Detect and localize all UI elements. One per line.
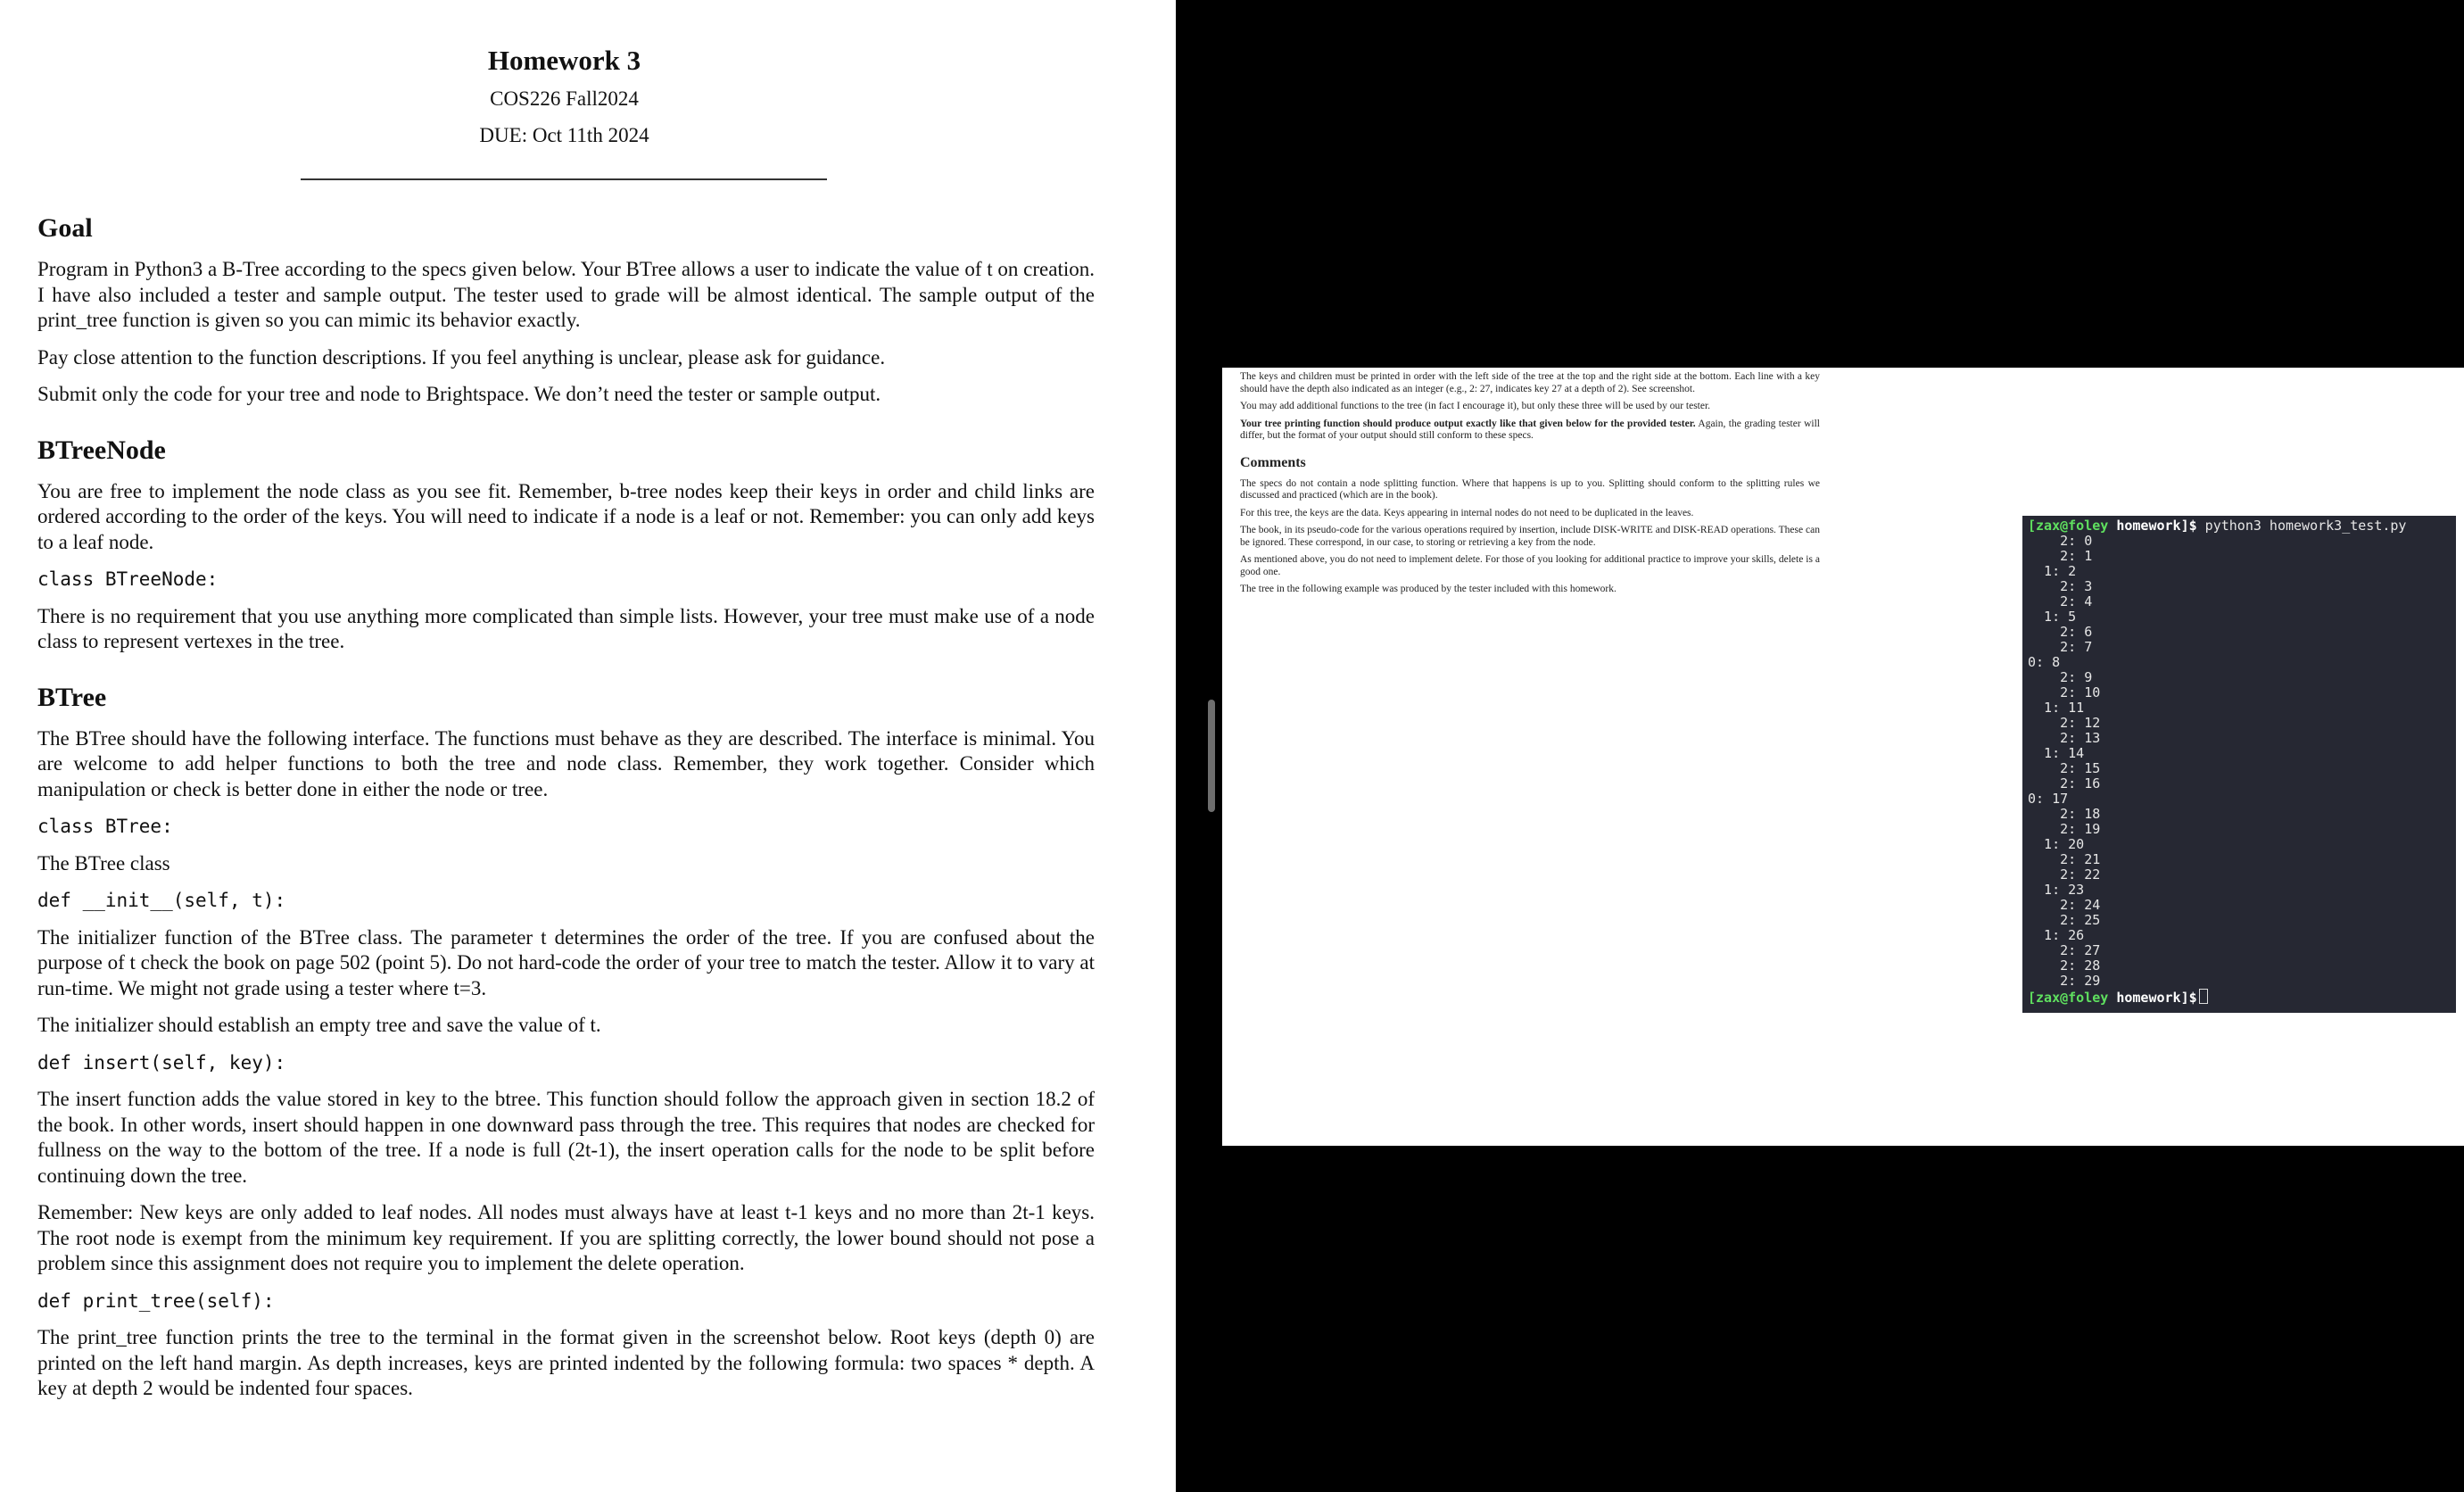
terminal-output-line: 2: 4 — [2028, 593, 2093, 609]
terminal-output-line: 2: 1 — [2028, 548, 2093, 564]
print-tree-description: The print_tree function prints the tree to the terminal in the format given in the screenshot below. Root keys (depth 0) are printed on the left hand margin. As depth increases, keys are printed indented by the following formula: two spaces * depth. A key at depth 2 would be indented four spaces. — [37, 1326, 1095, 1399]
output-format-rest: Again, the grading tester will differ, but the format of your output should still conform to these specs. — [1240, 418, 1820, 441]
terminal-command-line — [2028, 518, 2451, 534]
goal-heading: Goal — [37, 213, 93, 243]
goal-paragraph-1: Program in Python3 a B-Tree according to the specs given below. Your BTree allows a user to indicate the value of t on creation. I have also included a tester and sample output. The tester used to grade will be almost identical. The sample output of the print_tree function is given so you can mimic its behavior exactly. — [37, 258, 1095, 331]
prompt-dir: homework]$ — [2108, 518, 2197, 534]
btreenode-paragraph-2: There is no requirement that you use anything more complicated than simple lists. However, your tree must make use of a node class to represent vertexes in the tree. — [37, 604, 1095, 652]
terminal-output-line: 2: 25 — [2028, 912, 2101, 928]
terminal-output-line: 2: 28 — [2028, 957, 2101, 974]
terminal-output-line: 2: 29 — [2028, 973, 2101, 989]
terminal-output-line: 2: 3 — [2028, 578, 2093, 594]
terminal-output-line: 2: 22 — [2028, 866, 2101, 883]
btree-class-description: The BTree class — [37, 851, 170, 874]
comment-1: The specs do not contain a node splitting function. Where that happens is up to you. Splitting should conform to the splitting rules we discussed and practiced (which are in the book). — [1240, 477, 1820, 501]
terminal-output-line: 2: 9 — [2028, 669, 2093, 685]
prompt-user: [zax@foley — [2028, 518, 2109, 534]
due-date: DUE: Oct 11th 2024 — [479, 124, 649, 146]
terminal-output-line: 2: 10 — [2028, 684, 2101, 700]
terminal-output-line: 1: 20 — [2028, 836, 2085, 852]
print-order-paragraph: The keys and children must be printed in order with the left side of the tree at the top and the right side at the bottom. Each line with a key should have the depth also indicated as an integer (e.g., 2: 27, indicates key 27 at a depth of 2). See screenshot. — [1240, 371, 1820, 394]
terminal-output-line: 2: 24 — [2028, 897, 2101, 913]
insert-signature-code: def insert(self, key): — [37, 1051, 286, 1073]
btree-heading: BTree — [37, 682, 107, 712]
btreenode-heading: BTreeNode — [37, 435, 166, 465]
terminal-output-line: 2: 16 — [2028, 775, 2101, 792]
init-description: The initializer function of the BTree class. The parameter t determines the order of the tree. If you are confused about the purpose of t check the book on page 502 (point 5). Do not hard-code the order of your tree to match the tester. Allow it to vary at run-time. We might not grade using a tester where t=3. — [37, 925, 1095, 999]
terminal-output-line: 2: 19 — [2028, 821, 2101, 837]
terminal-output-line: 0: 8 — [2028, 654, 2061, 670]
terminal-output-line: 1: 5 — [2028, 609, 2077, 625]
comment-3: The book, in its pseudo-code for the various operations required by insertion, include DISK-WRITE and DISK-READ operations. These can be ignored. These correspond, in our case, to storing or retrieving a key from the node. — [1240, 525, 1820, 548]
comment-5: The tree in the following example was produced by the tester included with this homework. — [1240, 584, 1616, 594]
terminal-output-line: 0: 17 — [2028, 791, 2069, 807]
scrollbar-thumb[interactable] — [1208, 700, 1215, 812]
terminal-output-line: 2: 6 — [2028, 624, 2093, 640]
btreenode-class-code: class BTreeNode: — [37, 568, 219, 590]
document-title: Homework 3 — [487, 45, 641, 76]
goal-paragraph-3: Submit only the code for your tree and node to Brightspace. We don’t need the tester or sample output. — [37, 383, 881, 405]
insert-description: The insert function adds the value stored in key to the btree. This function should follow the approach given in section 18.2 of the book. In other words, insert should happen in one downward pass through the tree. This requires that nodes are checked for fullness on the way to the bottom of the tree. If a node is full (2t-1), the insert operation calls for the node to be split before continuing down the tree. — [37, 1088, 1095, 1187]
terminal-output-line: 2: 27 — [2028, 942, 2101, 958]
page-2-body — [1240, 371, 1820, 601]
terminal-output-line: 1: 26 — [2028, 927, 2085, 943]
terminal-output-line: 1: 2 — [2028, 563, 2077, 579]
terminal-output-line: 2: 15 — [2028, 760, 2101, 776]
terminal-final-prompt — [2028, 989, 2451, 1006]
btree-class-code: class BTree: — [37, 816, 173, 837]
terminal-output-line: 1: 11 — [2028, 700, 2085, 716]
homework-document-page — [0, 0, 1176, 1492]
comments-heading: Comments — [1240, 454, 1306, 470]
terminal-output-line: 1: 14 — [2028, 745, 2085, 761]
terminal-output-line: 2: 13 — [2028, 730, 2101, 746]
terminal-output-line: 2: 21 — [2028, 851, 2101, 867]
init-signature-code: def __init__(self, t): — [37, 890, 286, 911]
terminal-screenshot — [2022, 516, 2456, 1013]
additional-functions-paragraph: You may add additional functions to the tree (in fact I encourage it), but only these three will be used by our tester. — [1240, 401, 1711, 411]
terminal-output — [2028, 534, 2451, 989]
terminal-output-line: 1: 23 — [2028, 882, 2085, 898]
init-description-2: The initializer should establish an empty tree and save the value of t. — [37, 1014, 601, 1036]
output-format-paragraph — [1240, 419, 1820, 443]
terminal-output-line: 2: 0 — [2028, 533, 2093, 549]
btree-paragraph-1: The BTree should have the following interface. The functions must behave as they are described. The interface is minimal. You are welcome to add helper functions to both the tree and node class. Remember, they work together. Consider which manipulation or check is better done in either the node or tree. — [37, 726, 1095, 800]
output-format-bold: Your tree printing function should produce output exactly like that given below for the provided tester. — [1240, 418, 1696, 429]
goal-paragraph-2: Pay close attention to the function descriptions. If you feel anything is unclear, please ask for guidance. — [37, 345, 886, 369]
document-body — [37, 212, 1095, 1413]
title-divider — [301, 178, 827, 180]
terminal-output-line: 2: 7 — [2028, 639, 2093, 655]
course-name: COS226 Fall2024 — [490, 87, 639, 110]
insert-description-2: Remember: New keys are only added to leaf nodes. All nodes must always have at least t-1 keys and no more than 2t-1 keys. The root node is exempt from the minimum key requirement. If you are splitting correctly, the lower bound should not pose a problem since this assignment does not require you to implement the delete operation. — [37, 1201, 1095, 1274]
comment-4: As mentioned above, you do not need to implement delete. For those of you looking for additional practice to improve your skills, delete is a good one. — [1240, 554, 1820, 577]
terminal-cursor — [2199, 989, 2208, 1004]
prompt-user-final: [zax@foley — [2028, 990, 2109, 1006]
print-tree-signature-code: def print_tree(self): — [37, 1289, 275, 1312]
terminal-command: python3 homework3_test.py — [2196, 518, 2407, 534]
btreenode-paragraph-1: You are free to implement the node class as you see fit. Remember, b-tree nodes keep their keys in order and child links are ordered according to the order of the keys. You will need to indicate if a node is a leaf or not. Remember: you can only add keys to a leaf node. — [37, 479, 1095, 553]
comment-2: For this tree, the keys are the data. Keys appearing in internal nodes do not need to be duplicated in the leaves. — [1240, 507, 1694, 518]
terminal-output-line: 2: 18 — [2028, 806, 2101, 822]
terminal-output-line: 2: 12 — [2028, 715, 2101, 731]
prompt-dir-final: homework]$ — [2108, 990, 2197, 1006]
